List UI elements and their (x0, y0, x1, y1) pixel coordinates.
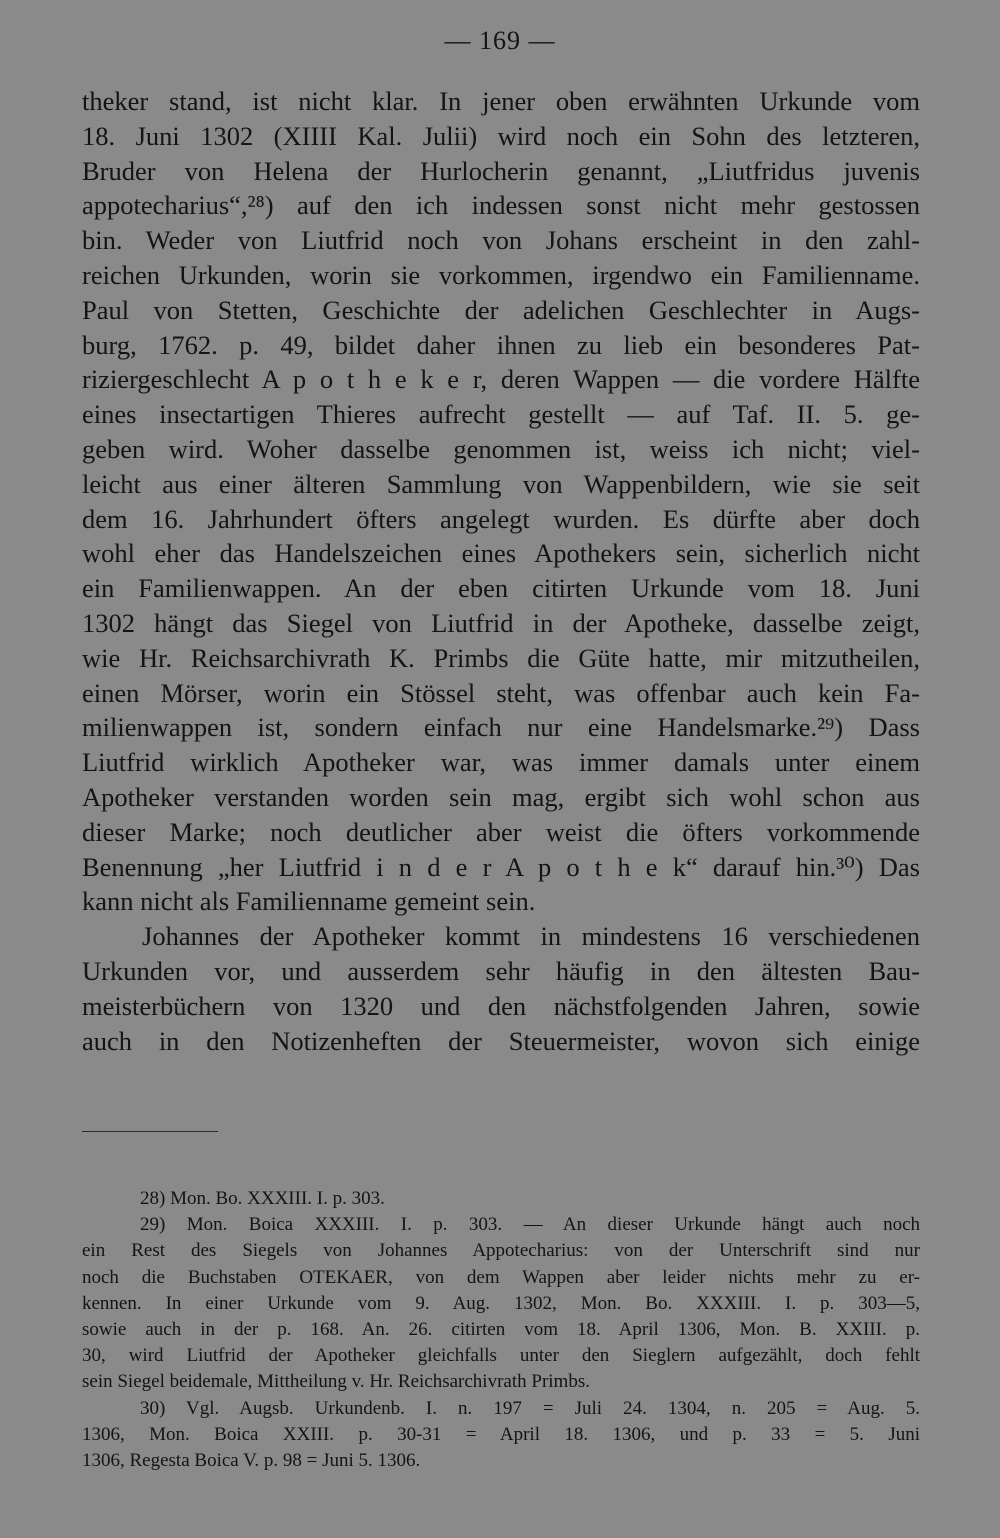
footnote-29 (82, 1212, 920, 1395)
footnote-line: noch die Buchstaben OTEKAER, von dem Wappen aber leider nichts mehr zu er- (82, 1266, 920, 1288)
text-line: Apotheker verstanden worden sein mag, ergibt sich wohl schon aus (82, 781, 920, 812)
text-line: riziergeschlecht A p o t h e k e r, deren Wappen — die vordere Hälfte (82, 364, 920, 395)
footnote-line: 1306, Mon. Boica XXIII. p. 30-31 = April 18. 1306, und p. 33 = 5. Juni (82, 1423, 920, 1445)
footnote-line: 28) Mon. Bo. XXXIII. I. p. 303. (140, 1188, 385, 1209)
footnote-line: sowie auch in der p. 168. An. 26. citirten vom 18. April 1306, Mon. B. XXIII. p. (82, 1318, 920, 1340)
text-line: burg, 1762. p. 49, bildet daher ihnen zu lieb ein besonderes Pat- (82, 329, 920, 360)
footnotes (82, 1186, 920, 1474)
text-line: 18. Juni 1302 (XIIII Kal. Julii) wird noch ein Sohn des letzteren, (82, 120, 920, 151)
footnote-line: sein Siegel beidemale, Mittheilung v. Hr. Reichsarchivrath Primbs. (82, 1371, 590, 1393)
footnote-line: 30, wird Liutfrid der Apotheker gleichfalls unter den Sieglern aufgezählt, doch fehlt (82, 1345, 920, 1367)
text-line: Paul von Stetten, Geschichte der adelichen Geschlechter in Augs- (82, 294, 920, 325)
text-line: wohl eher das Handelszeichen eines Apothekers sein, sicherlich nicht (82, 538, 920, 569)
text-line: 1302 hängt das Siegel von Liutfrid in der Apotheke, dasselbe zeigt, (82, 607, 920, 638)
text-line: appotecharius“,²⁸) auf den ich indessen sonst nicht mehr gestossen (82, 190, 920, 221)
footnote-28 (82, 1186, 920, 1212)
main-text (82, 84, 920, 1058)
text-line: Bruder von Helena der Hurlocherin genannt, „Liutfridus juvenis (82, 155, 920, 186)
text-line: reichen Urkunden, worin sie vorkommen, irgendwo ein Familienname. (82, 259, 920, 290)
page-number: — 169 — (444, 26, 556, 55)
text-line: theker stand, ist nicht klar. In jener oben erwähnten Urkunde vom (82, 86, 920, 116)
text-line: wie Hr. Reichsarchivrath K. Primbs die Güte hatte, mir mitzutheilen, (82, 642, 920, 673)
footnote-line: kennen. In einer Urkunde vom 9. Aug. 1302, Mon. Bo. XXXIII. I. p. 303—5, (82, 1292, 920, 1314)
text-line: dieser Marke; noch deutlicher aber weist die öfters vorkommende (82, 816, 920, 847)
text-line: einen Mörser, worin ein Stössel steht, was offenbar auch kein Fa- (82, 677, 920, 708)
text-line: milienwappen ist, sondern einfach nur eine Handelsmarke.²⁹) Dass (82, 712, 920, 743)
text-line: Benennung „her Liutfrid i n d e r A p o t h e k“ darauf hin.³⁰) Das (82, 851, 920, 882)
text-line: leicht aus einer älteren Sammlung von Wappenbildern, wie sie seit (82, 468, 920, 499)
footnote-line: 30) Vgl. Augsb. Urkundenb. I. n. 197 = Juli 24. 1304, n. 205 = Aug. 5. (140, 1397, 920, 1419)
footnote-line: ein Rest des Siegels von Johannes Appotecharius: von der Unterschrift sind nur (82, 1240, 920, 1262)
text-line: ein Familienwappen. An der eben citirten Urkunde vom 18. Juni (82, 573, 920, 604)
text-line: dem 16. Jahrhundert öfters angelegt wurden. Es dürfte aber doch (82, 503, 920, 534)
paragraph (82, 84, 920, 919)
footnote-line: 29) Mon. Boica XXXIII. I. p. 303. — An dieser Urkunde hängt auch noch (140, 1214, 920, 1236)
text-line: Urkunden vor, und ausserdem sehr häufig in den ältesten Bau- (82, 955, 920, 986)
text-line: geben wird. Woher dasselbe genommen ist, weiss ich nicht; viel- (82, 433, 920, 464)
text-line: meisterbüchern von 1320 und den nächstfolgenden Jahren, sowie (82, 990, 920, 1021)
footnote-line: 1306, Regesta Boica V. p. 98 = Juni 5. 1306. (82, 1449, 421, 1471)
footnote-30 (82, 1396, 920, 1475)
footnote-separator (82, 1131, 218, 1132)
text-line: bin. Weder von Liutfrid noch von Johans erscheint in den zahl- (82, 225, 920, 256)
text-line: eines insectartigen Thieres aufrecht gestellt — auf Taf. II. 5. ge- (82, 399, 920, 430)
text-line: Johannes der Apotheker kommt in mindestens 16 verschiedenen (142, 921, 920, 952)
text-line: kann nicht als Familienname gemeint sein. (82, 886, 536, 917)
paragraph (82, 919, 920, 1058)
text-line: auch in den Notizenheften der Steuermeister, wovon sich einige (82, 1025, 920, 1056)
text-line: Liutfrid wirklich Apotheker war, was immer damals unter einem (82, 747, 920, 778)
